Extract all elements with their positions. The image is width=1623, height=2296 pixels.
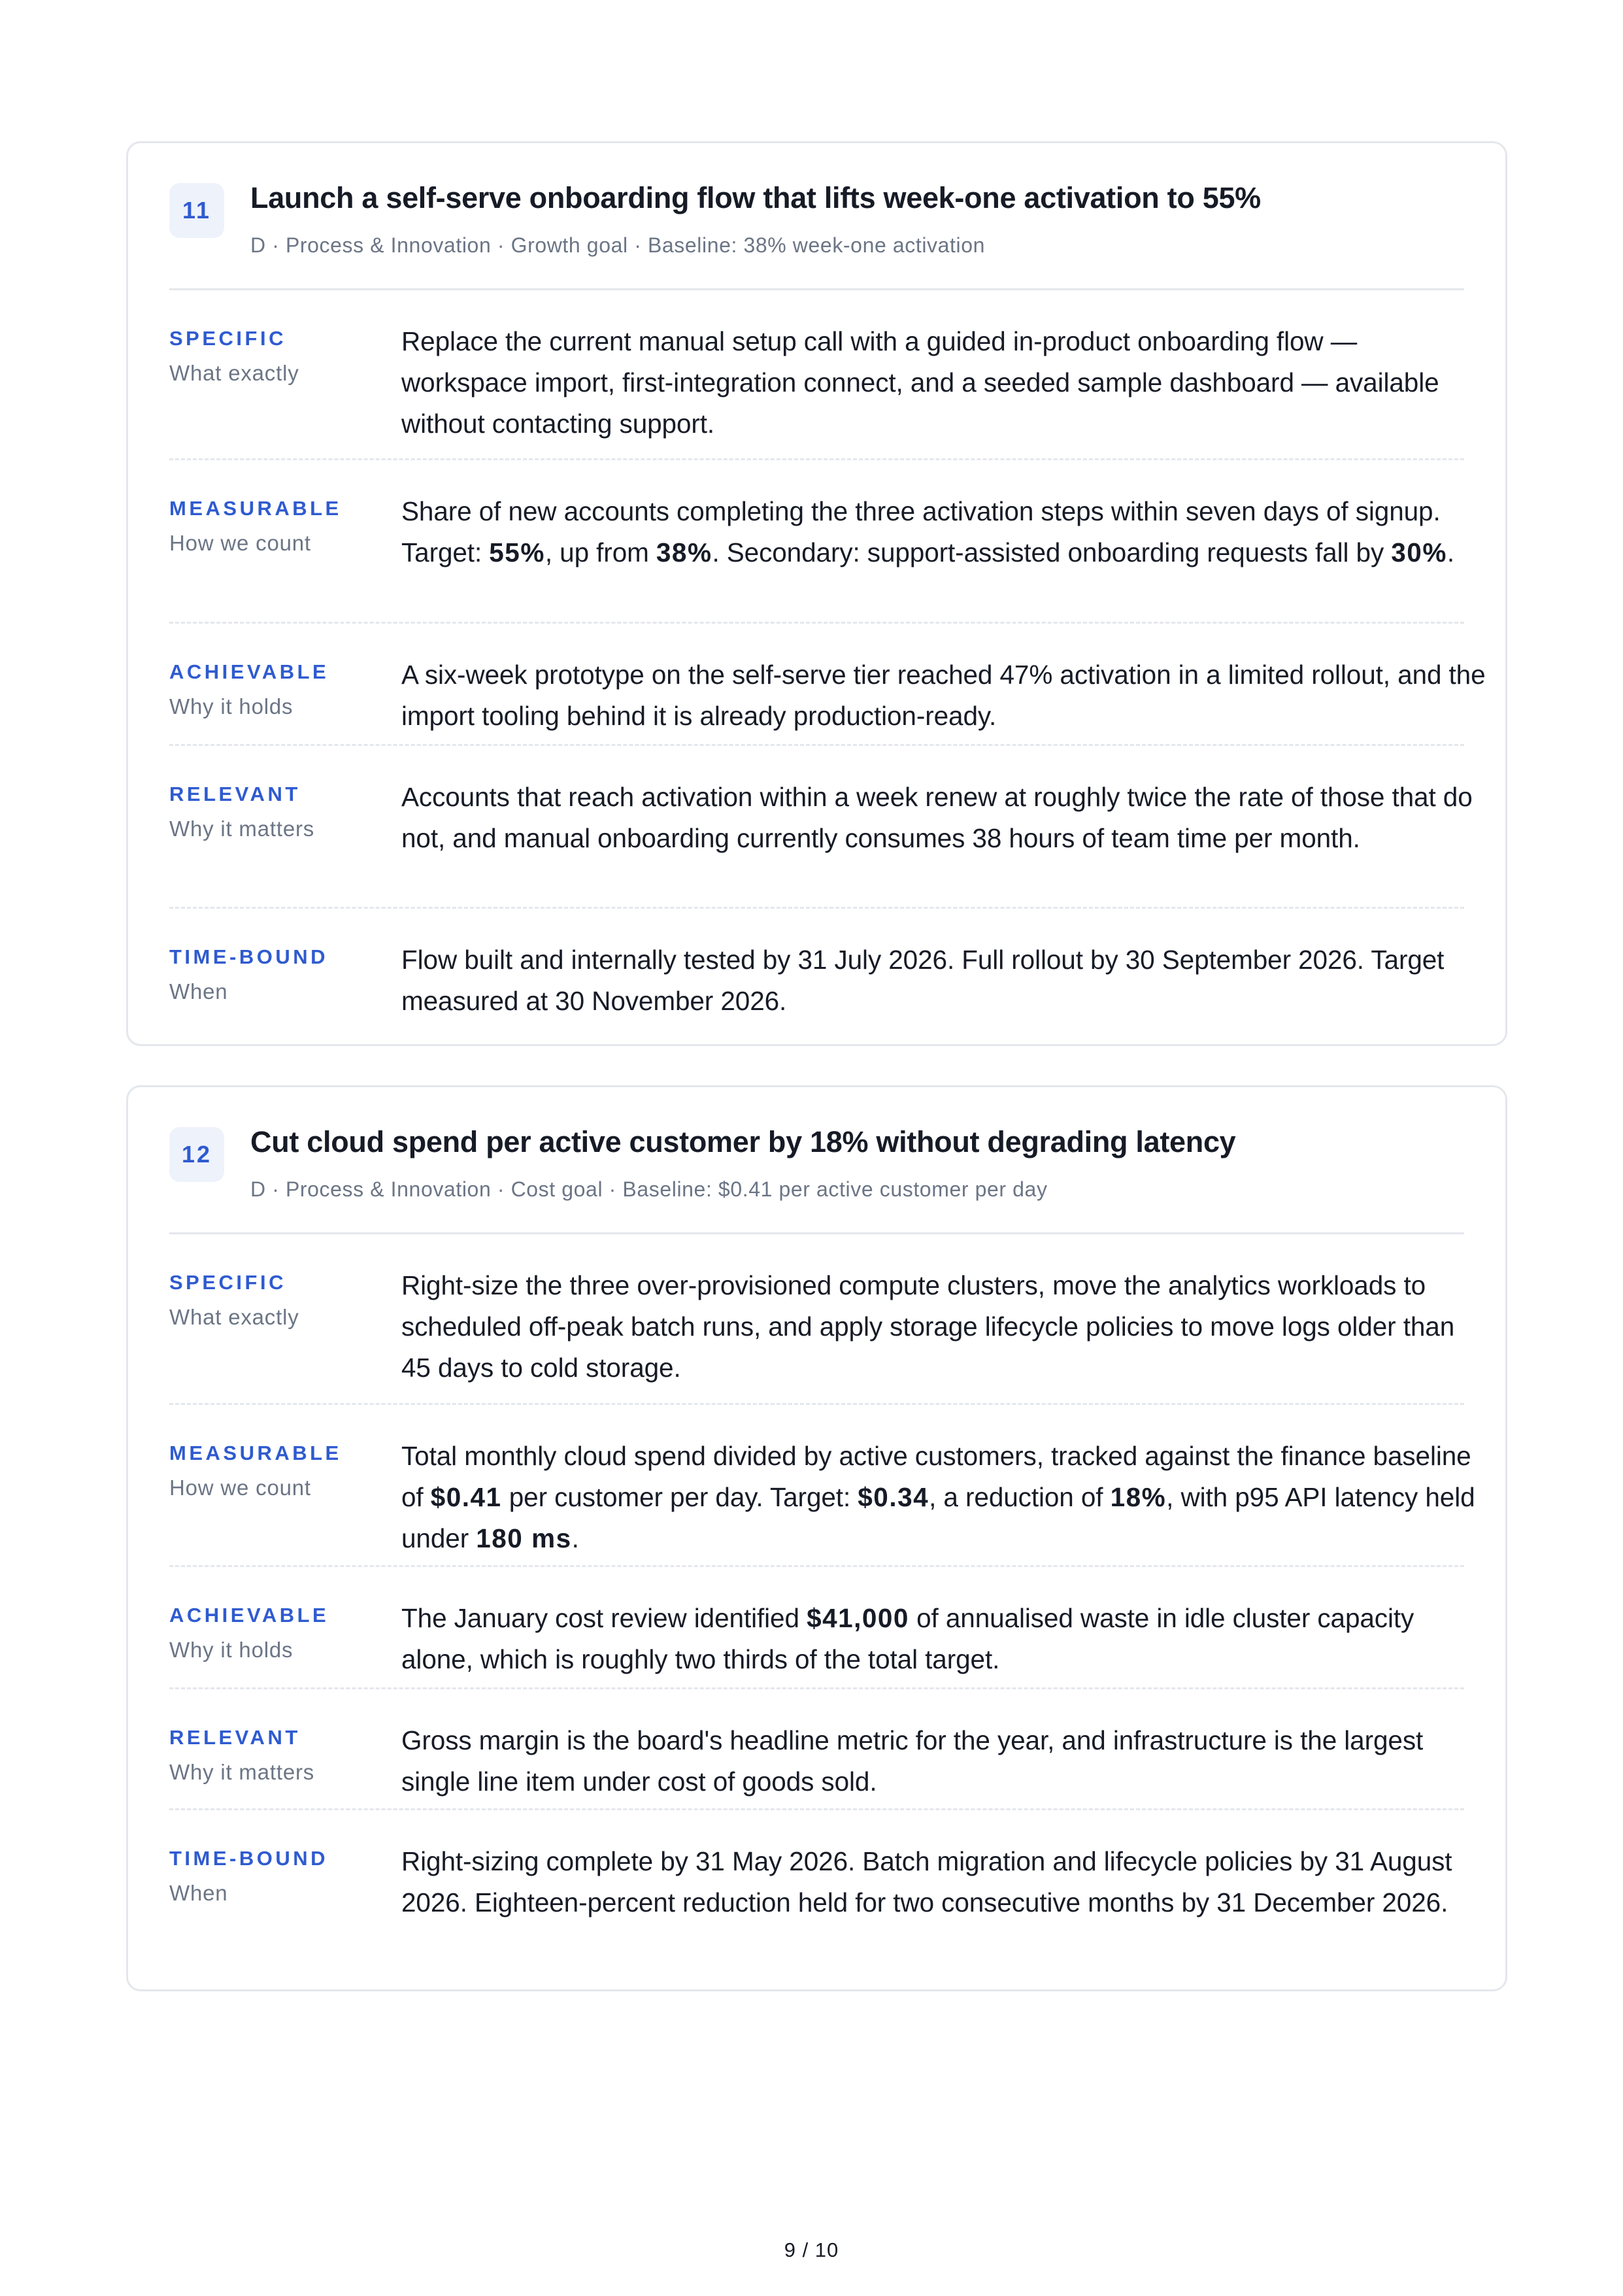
- row-label: [169, 660, 329, 719]
- row-text: Right-sizing complete by 31 May 2026. Batch migration and lifecycle policies by 31 August 2026. Eighteen-percent reduction held for two consecutive months by 31 December 2026.: [401, 1846, 1452, 1917]
- row-label: [169, 1271, 299, 1330]
- goal-meta: D · Process & Innovation · Cost goal · Baseline: $0.41 per active customer per day: [250, 1177, 1048, 1201]
- highlight-value: $41,000: [807, 1603, 909, 1633]
- row-sub: Why it holds: [169, 1638, 293, 1662]
- smart-row-achievable: [169, 1567, 1464, 1689]
- goal-header: [169, 1087, 1464, 1234]
- row-label: [169, 1442, 342, 1500]
- goal-header: [169, 143, 1464, 290]
- text-run: . Secondary: support-assisted onboarding requests fall by: [712, 537, 1392, 567]
- row-label: [169, 945, 328, 1004]
- smart-row-specific: [169, 1234, 1464, 1405]
- row-text: Replace the current manual setup call with a guided in-product onboarding flow — workspace import, first-integration connect, and a seeded sample dashboard — available without contacting support.: [401, 326, 1439, 439]
- row-sub: What exactly: [169, 1305, 299, 1329]
- goal-title: Cut cloud spend per active customer by 18% without degrading latency: [250, 1125, 1236, 1158]
- row-sub: What exactly: [169, 361, 299, 385]
- text-run: Share of new accounts completing the three activation steps within seven days of signup. Target:: [401, 496, 1441, 567]
- row-label: [169, 327, 299, 386]
- highlight-value: 55%: [489, 537, 545, 567]
- row-key: SPECIFIC: [169, 1271, 286, 1294]
- highlight-value: 38%: [656, 537, 712, 567]
- smart-row-time-bound: [169, 1810, 1464, 1974]
- text-run: .: [1447, 537, 1454, 567]
- page-number: 9 / 10: [784, 2238, 839, 2261]
- goal-title: Launch a self-serve onboarding flow that lifts week-one activation to 55%: [250, 181, 1261, 214]
- smart-row-achievable: [169, 624, 1486, 746]
- highlight-value: $0.41: [430, 1482, 502, 1512]
- row-key: MEASURABLE: [169, 497, 342, 520]
- text-run: , up from: [544, 537, 656, 567]
- text-run: Total monthly cloud spend divided by active customers, tracked against the finance baseline of: [401, 1441, 1471, 1512]
- row-text: Gross margin is the board's headline metric for the year, and infrastructure is the largest single line item under cost of goods sold.: [401, 1725, 1424, 1797]
- row-label: [169, 783, 314, 841]
- row-sub: When: [169, 979, 228, 1004]
- row-text: A six-week prototype on the self-serve tier reached 47% activation in a limited rollout, and the import tooling behind it is already production-ready.: [401, 660, 1486, 731]
- highlight-value: 30%: [1391, 537, 1447, 567]
- highlight-value: 180 ms: [476, 1523, 572, 1553]
- row-sub: How we count: [169, 531, 311, 555]
- row-key: SPECIFIC: [169, 327, 286, 350]
- smart-row-measurable: [169, 1405, 1475, 1567]
- goal-meta: D · Process & Innovation · Growth goal · Baseline: 38% week-one activation: [250, 233, 986, 257]
- smart-row-measurable: [169, 460, 1464, 624]
- smart-row-specific: [169, 290, 1464, 460]
- row-label: [169, 1604, 329, 1663]
- text-run: of annualised waste in idle cluster capacity alone, which is roughly two thirds of the total target.: [401, 1603, 1414, 1674]
- row-sub: Why it matters: [169, 817, 315, 841]
- row-text: Accounts that reach activation within a week renew at roughly twice the rate of those that do not, and manual onboarding currently consumes 38 hours of team time per month.: [401, 782, 1473, 853]
- row-sub: When: [169, 1881, 228, 1905]
- row-sub: Why it holds: [169, 694, 293, 718]
- row-label: [169, 497, 342, 556]
- row-key: RELEVANT: [169, 783, 301, 805]
- row-key: RELEVANT: [169, 1726, 301, 1749]
- smart-row-time-bound: [169, 909, 1464, 1039]
- row-label: [169, 1847, 328, 1906]
- smart-row-relevant: [169, 1689, 1464, 1810]
- text-run: , a reduction of: [929, 1482, 1111, 1512]
- goal-number-badge: 11: [169, 183, 224, 238]
- row-sub: How we count: [169, 1476, 311, 1500]
- row-key: TIME-BOUND: [169, 1847, 329, 1870]
- text-run: , with p95 API latency held under: [401, 1482, 1475, 1553]
- goal-card: [126, 1085, 1507, 1991]
- text-run: per customer per day. Target:: [501, 1482, 858, 1512]
- row-text: [401, 1598, 1486, 1680]
- highlight-value: $0.34: [858, 1482, 929, 1512]
- row-text: Flow built and internally tested by 31 July 2026. Full rollout by 30 September 2026. Target measured at 30 November 2026.: [401, 945, 1445, 1016]
- smart-row-relevant: [169, 746, 1473, 909]
- text-run: .: [571, 1523, 579, 1553]
- goal-card: [126, 141, 1507, 1046]
- goal-number-badge: 12: [169, 1127, 224, 1182]
- row-key: ACHIEVABLE: [169, 660, 329, 683]
- highlight-value: 18%: [1110, 1482, 1167, 1512]
- row-text: [401, 491, 1486, 573]
- row-text: Right-size the three over-provisioned compute clusters, move the analytics workloads to scheduled off-peak batch runs, and apply storage lifecycle policies to move logs older than 45 days to cold storage.: [401, 1270, 1455, 1383]
- row-label: [169, 1726, 314, 1785]
- row-sub: Why it matters: [169, 1760, 315, 1784]
- row-text: [401, 1436, 1486, 1559]
- text-run: The January cost review identified: [401, 1603, 807, 1633]
- row-key: ACHIEVABLE: [169, 1604, 329, 1627]
- row-key: MEASURABLE: [169, 1442, 342, 1464]
- row-key: TIME-BOUND: [169, 945, 329, 968]
